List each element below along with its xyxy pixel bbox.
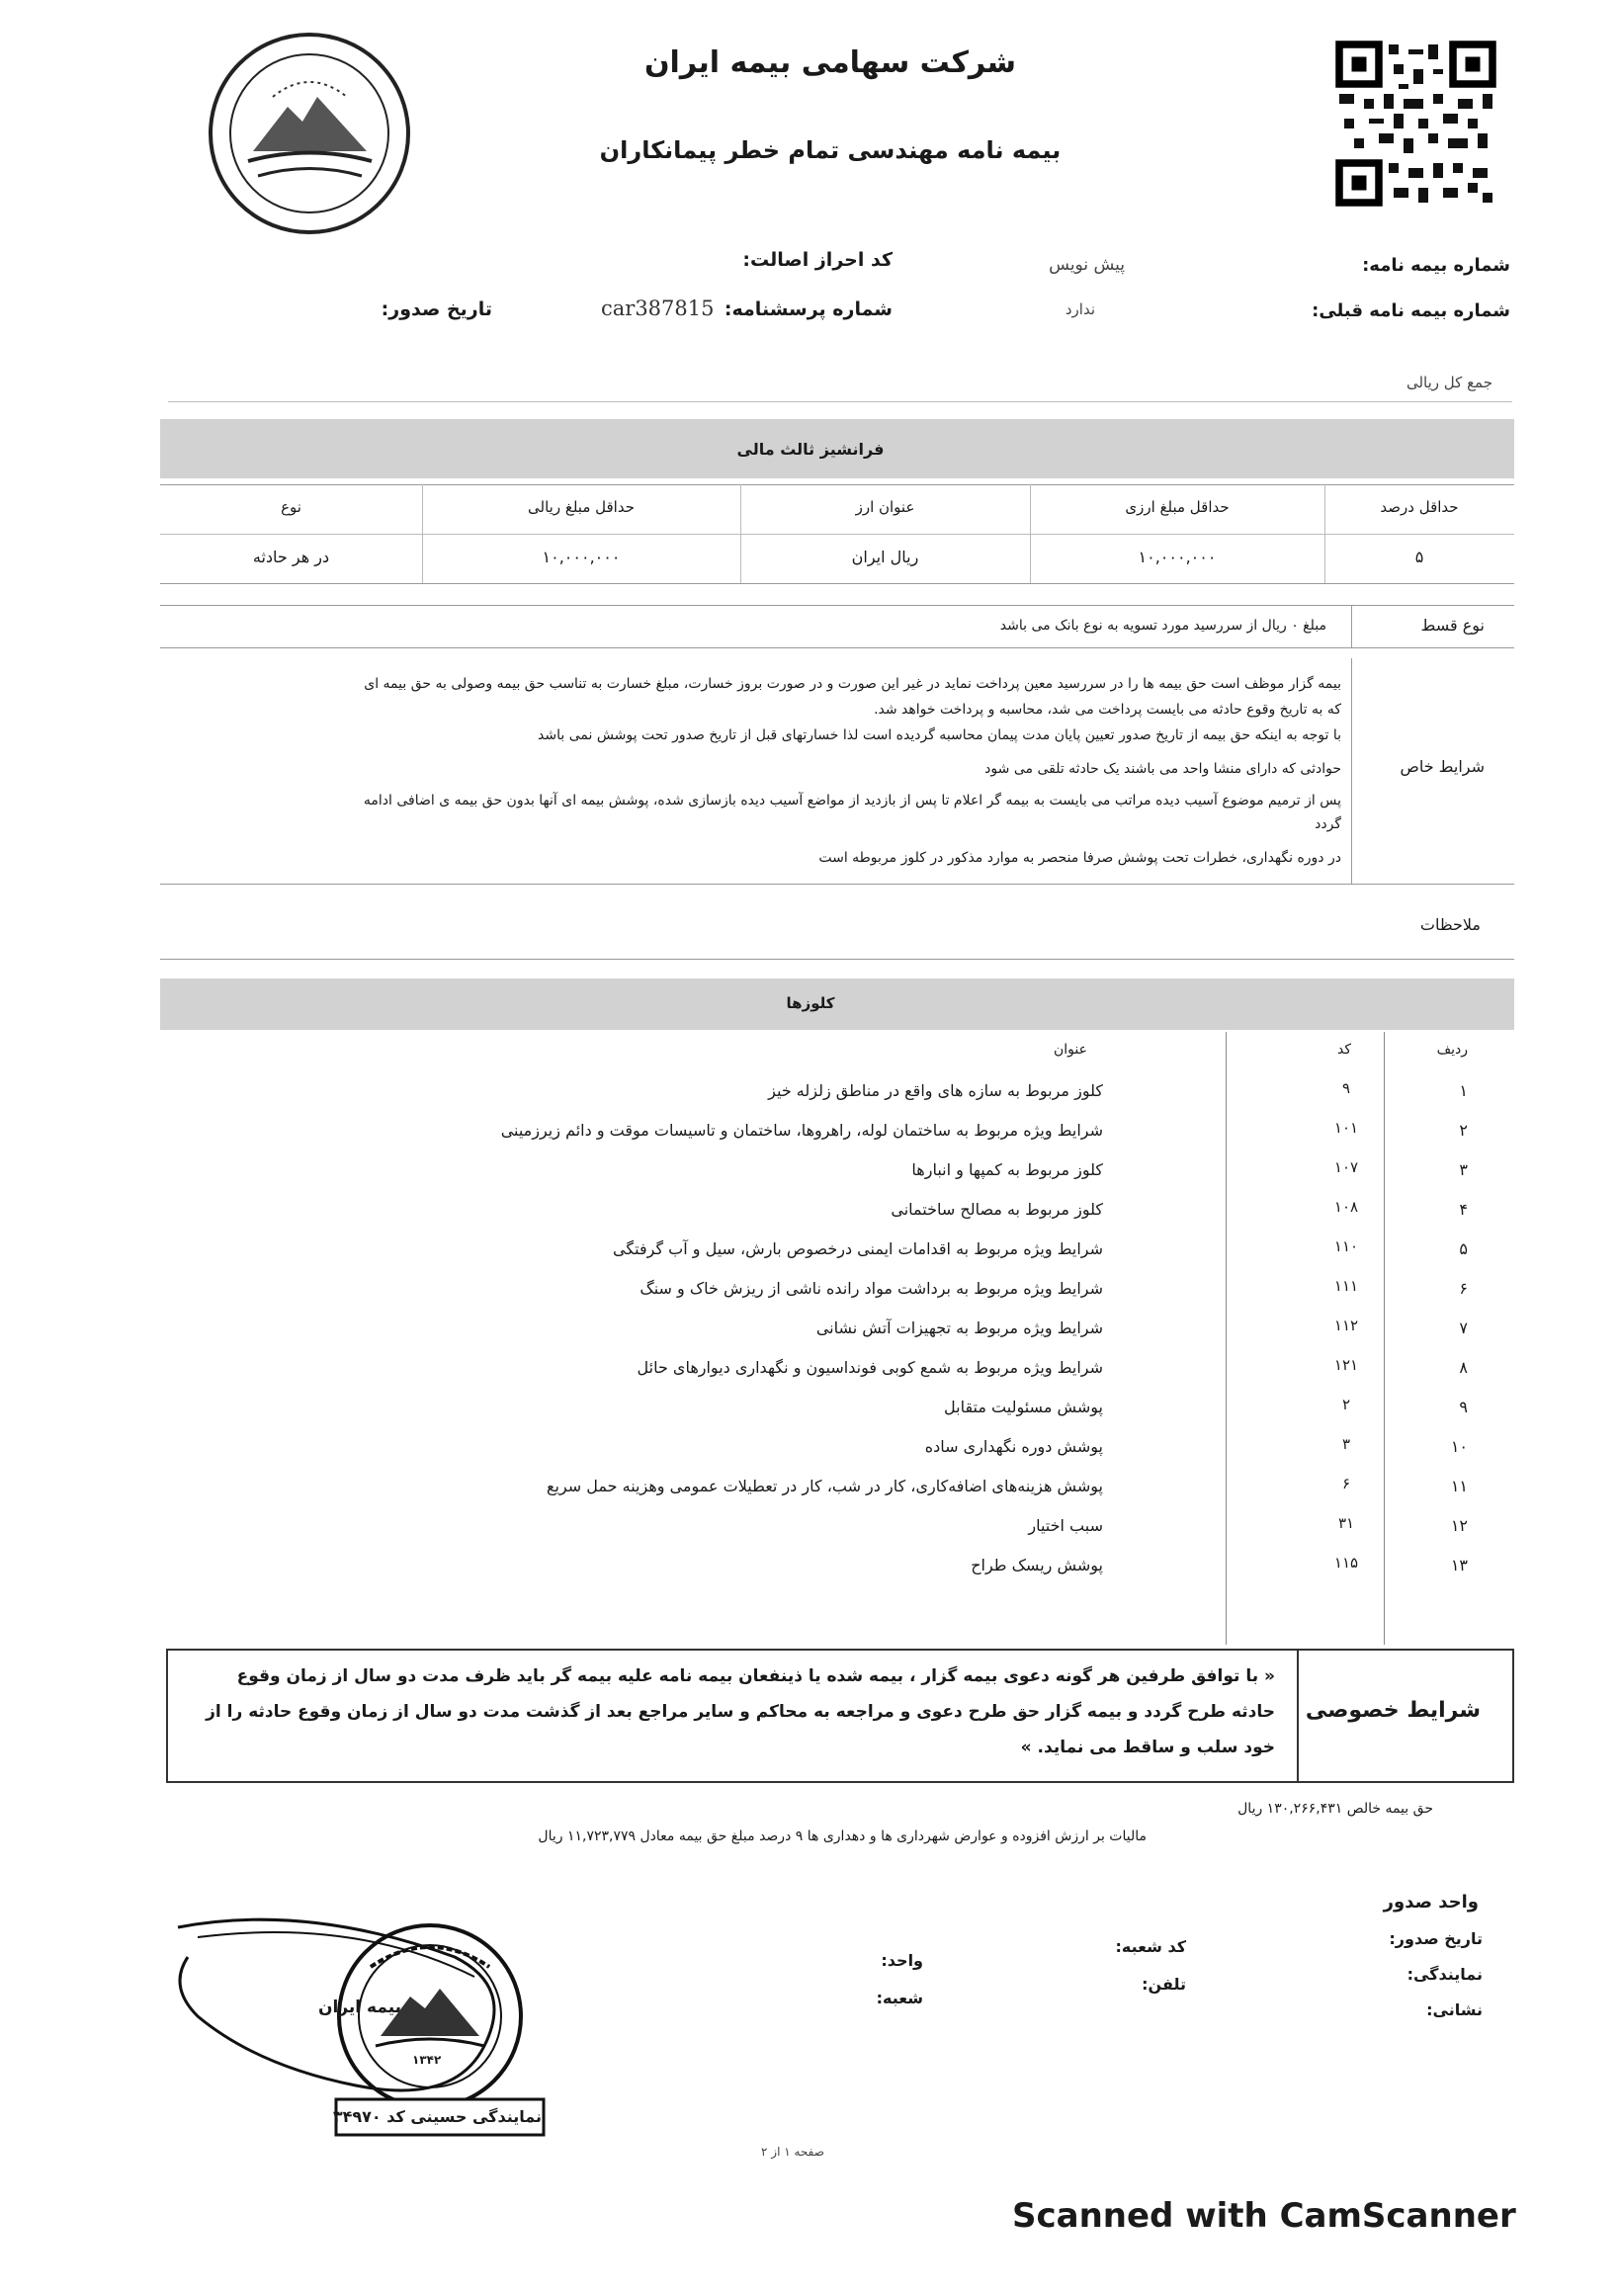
special-terms-line-1: بیمه گزار موظف است حق بیمه ها را در سررسید معین پرداخت نماید در غیر این صورت و در صورت بروز خسارت، مبلغ خسارت به تناسب حق بیمه وصولی به حق بیمه ای xyxy=(364,676,1341,692)
issuing-unit-date-label: تاریخ صدور: xyxy=(1389,1929,1483,1948)
clause-row-number: ۱۰ xyxy=(1450,1437,1468,1456)
private-terms-line-3: خود سلب و ساقط می نماید. » xyxy=(1020,1738,1275,1757)
policy-number-label: شماره بیمه نامه: xyxy=(1362,255,1510,276)
clause-title: پوشش هزینه‌های اضافه‌کاری، کار در شب، کار در تعطیلات عمومی وهزینه حمل سریع xyxy=(547,1477,1103,1495)
stamp-company-text: بیمه ایران xyxy=(318,1998,402,2017)
remarks-label: ملاحظات xyxy=(1419,915,1481,934)
clause-code: ۶ xyxy=(1341,1475,1351,1492)
company-name: شرکت سهامی بیمه ایران xyxy=(643,45,1017,80)
clause-title: شرایط ویژه مربوط به برداشت مواد رانده ناشی از ریزش خاک و سنگ xyxy=(639,1279,1103,1298)
clause-row xyxy=(168,1510,1522,1550)
special-terms-label: شرایط خاص xyxy=(1400,757,1485,776)
issuing-unit-title: واحد صدور xyxy=(1383,1892,1479,1913)
special-terms-line-2: که به تاریخ وقوع حادثه می بایست پرداخت می شد، محاسبه و پرداخت خواهد شد. xyxy=(874,702,1341,718)
clause-row-number: ۵ xyxy=(1459,1239,1468,1258)
policy-title: بیمه نامه مهندسی تمام خطر پیمانکاران xyxy=(599,136,1062,164)
special-terms-line-7: در دوره نگهداری، خطرات تحت پوشش صرفا منحصر به موارد مذکور در کلوز مربوطه است xyxy=(818,850,1341,866)
clauses-header-title: عنوان xyxy=(1054,1042,1087,1058)
remarks-divider xyxy=(160,959,1514,960)
clause-row-number: ۲ xyxy=(1459,1121,1468,1140)
deductible-table xyxy=(160,484,1514,583)
installment-text: مبلغ ۰ ریال از سررسید مورد تسویه به نوع بانک می باشد xyxy=(999,618,1326,634)
net-premium: حق بیمه خالص ۱۳۰,۲۶۶,۴۳۱ ریال xyxy=(1237,1801,1433,1817)
clause-code: ۱۱۵ xyxy=(1333,1554,1359,1572)
total-rial-label: جمع کل ریالی xyxy=(1406,374,1492,391)
clause-row xyxy=(168,1471,1522,1510)
clause-code: ۱۱۰ xyxy=(1333,1237,1359,1255)
branch-label: شعبه: xyxy=(876,1989,923,2007)
clause-code: ۹ xyxy=(1341,1079,1351,1097)
page-number: صفحه ۱ از ۲ xyxy=(761,2145,824,2159)
clause-row-number: ۸ xyxy=(1459,1358,1468,1377)
clause-code: ۱۰۸ xyxy=(1333,1198,1359,1216)
clause-row xyxy=(168,1431,1522,1471)
clause-title: شرایط ویژه مربوط به شمع کوبی فونداسیون و نگهداری دیوارهای حائل xyxy=(637,1358,1103,1377)
private-terms-line-1: « با توافق طرفین هر گونه دعوی بیمه گزار ، بیمه شده یا ذینفعان بیمه نامه علیه بیمه گر باید ظرف مدت دو سال از زمان وقوع xyxy=(236,1666,1275,1686)
clause-row-number: ۶ xyxy=(1459,1279,1468,1298)
clause-title: پوشش ریسک طراح xyxy=(971,1556,1103,1574)
qr-code-icon xyxy=(1334,40,1497,208)
clause-row-number: ۱ xyxy=(1459,1081,1468,1100)
deductible-section-title: فرانشیز ثالث مالی xyxy=(736,440,885,459)
clause-row xyxy=(168,1352,1522,1392)
special-terms-line-3: با توجه به اینکه حق بیمه از تاریخ صدور تعیین پایان مدت پیمان محاسبه گردیده است لذا خسارتهای قبل از تاریخ صدور تحت پوشش نمی باشد xyxy=(538,727,1341,743)
clause-row xyxy=(168,1233,1522,1273)
clause-code: ۳۱ xyxy=(1337,1514,1355,1532)
special-terms-line-5: پس از ترمیم موضوع آسیب دیده مراتب می بایست به بیمه گر اعلام تا پس از بازدید از مواضع آسیب دیده بازسازی شده، پوشش بیمه ای آنها بدون حق بیمه ی اضافی ادامه xyxy=(363,793,1341,808)
clauses-header-code: کد xyxy=(1336,1042,1351,1058)
bimeh-iran-logo xyxy=(204,28,416,240)
clause-title: شرایط ویژه مربوط به تجهیزات آتش نشانی xyxy=(815,1318,1103,1337)
stamp-agent-text: نمایندگی حسینی کد ۳۴۹۷۰ xyxy=(332,2107,542,2126)
clause-row xyxy=(168,1075,1522,1115)
previous-policy-value: ندارد xyxy=(1065,300,1095,318)
special-terms-section xyxy=(160,658,1514,884)
deductible-header-min-fx: حداقل مبلغ ارزی xyxy=(1125,498,1230,516)
clause-row-number: ۱۳ xyxy=(1450,1556,1468,1574)
clause-row xyxy=(168,1550,1522,1589)
deductible-header-type: نوع xyxy=(281,498,301,516)
tax-line: مالیات بر ارزش افزوده و عوارض شهرداری ها و دهداری ها ۹ درصد مبلغ حق بیمه معادل ۱۱,۷۲۳,۷۷۹ ریال xyxy=(538,1828,1147,1844)
private-terms-box xyxy=(166,1649,1514,1783)
deductible-value-min-fx: ۱۰,۰۰۰,۰۰۰ xyxy=(1138,548,1217,566)
clause-row xyxy=(168,1115,1522,1154)
deductible-value-min-rial: ۱۰,۰۰۰,۰۰۰ xyxy=(542,548,621,566)
clause-code: ۳ xyxy=(1341,1435,1351,1453)
clause-code: ۱۱۲ xyxy=(1333,1317,1359,1334)
unit-label: واحد: xyxy=(881,1951,923,1970)
clause-row xyxy=(168,1313,1522,1352)
clauses-header-row: ردیف xyxy=(1436,1042,1468,1058)
issuing-unit-agent-label: نمایندگی: xyxy=(1406,1965,1483,1984)
deductible-value-min-percent: ۵ xyxy=(1414,548,1424,566)
clause-title: شرایط ویژه مربوط به اقدامات ایمنی درخصوص بارش، سیل و آب گرفتگی xyxy=(612,1239,1103,1258)
clause-row-number: ۷ xyxy=(1459,1318,1468,1337)
special-terms-line-6: گردد xyxy=(1315,816,1341,832)
deductible-header-min-percent: حداقل درصد xyxy=(1380,498,1459,516)
clause-title: سبب اختیار xyxy=(1028,1516,1103,1535)
clause-code: ۱۱۱ xyxy=(1333,1277,1359,1295)
clause-code: ۲ xyxy=(1341,1396,1351,1413)
clauses-section-title: کلوزها xyxy=(786,994,835,1012)
deductible-header-currency: عنوان ارز xyxy=(855,498,915,516)
phone-label: تلفن: xyxy=(1142,1975,1186,1994)
stamp-year: ۱۳۴۲ xyxy=(412,2053,442,2067)
clause-title: کلوز مربوط به سازه های واقع در مناطق زلزله خیز xyxy=(768,1081,1103,1100)
issuing-unit-address-label: نشانی: xyxy=(1426,2000,1483,2019)
clause-title: کلوز مربوط به کمپها و انبارها xyxy=(911,1160,1103,1179)
clause-title: پوشش مسئولیت متقابل xyxy=(944,1398,1103,1416)
clause-code: ۱۰۱ xyxy=(1333,1119,1359,1137)
clause-row xyxy=(168,1273,1522,1313)
previous-policy-label: شماره بیمه نامه قبلی: xyxy=(1312,300,1510,321)
private-terms-label: شرایط خصوصی xyxy=(1305,1698,1481,1723)
clause-row xyxy=(168,1392,1522,1431)
authenticity-code-label: کد احراز اصالت: xyxy=(742,249,893,271)
branch-code-label: کد شعبه: xyxy=(1115,1937,1186,1956)
clause-row-number: ۴ xyxy=(1459,1200,1468,1219)
clause-row xyxy=(168,1154,1522,1194)
deductible-value-currency: ریال ایران xyxy=(851,548,919,566)
clause-row xyxy=(168,1194,1522,1233)
installment-label: نوع قسط xyxy=(1420,616,1485,635)
installment-row xyxy=(160,605,1514,648)
special-terms-line-4: حوادثی که دارای منشا واحد می باشند یک حادثه تلقی می شود xyxy=(984,761,1341,777)
clauses-table-header xyxy=(168,1032,1522,1071)
issue-date-label: تاریخ صدور: xyxy=(381,298,492,320)
questionnaire-number-label: شماره پرسشنامه: xyxy=(724,298,893,320)
total-row-divider xyxy=(168,401,1512,402)
clause-title: شرایط ویژه مربوط به ساختمان لوله، راهروها، ساختمان و تاسیسات موقت و دائم زیرزمینی xyxy=(500,1121,1103,1140)
clause-title: پوشش دوره نگهداری ساده xyxy=(924,1437,1103,1456)
clause-row-number: ۳ xyxy=(1459,1160,1468,1179)
policy-number-value: پیش نویس xyxy=(1049,255,1125,275)
clause-row-number: ۹ xyxy=(1459,1398,1468,1416)
deductible-header-min-rial: حداقل مبلغ ریالی xyxy=(528,498,635,516)
clause-code: ۱۰۷ xyxy=(1333,1158,1359,1176)
camscanner-watermark: Scanned with CamScanner xyxy=(1012,2196,1516,2236)
clause-row-number: ۱۲ xyxy=(1450,1516,1468,1535)
clause-title: کلوز مربوط به مصالح ساختمانی xyxy=(891,1200,1103,1219)
questionnaire-number-value: car387815 xyxy=(601,297,715,320)
clause-row-number: ۱۱ xyxy=(1450,1477,1468,1495)
deductible-value-type: در هر حادثه xyxy=(252,548,330,566)
clause-code: ۱۲۱ xyxy=(1333,1356,1359,1374)
private-terms-line-2: حادثه طرح گردد و بیمه گزار حق طرح دعوی و مراجعه به محاکم و سایر مراجع بعد از گذشت مدت دو سال از زمان وقوع حادثه را از xyxy=(206,1702,1275,1722)
